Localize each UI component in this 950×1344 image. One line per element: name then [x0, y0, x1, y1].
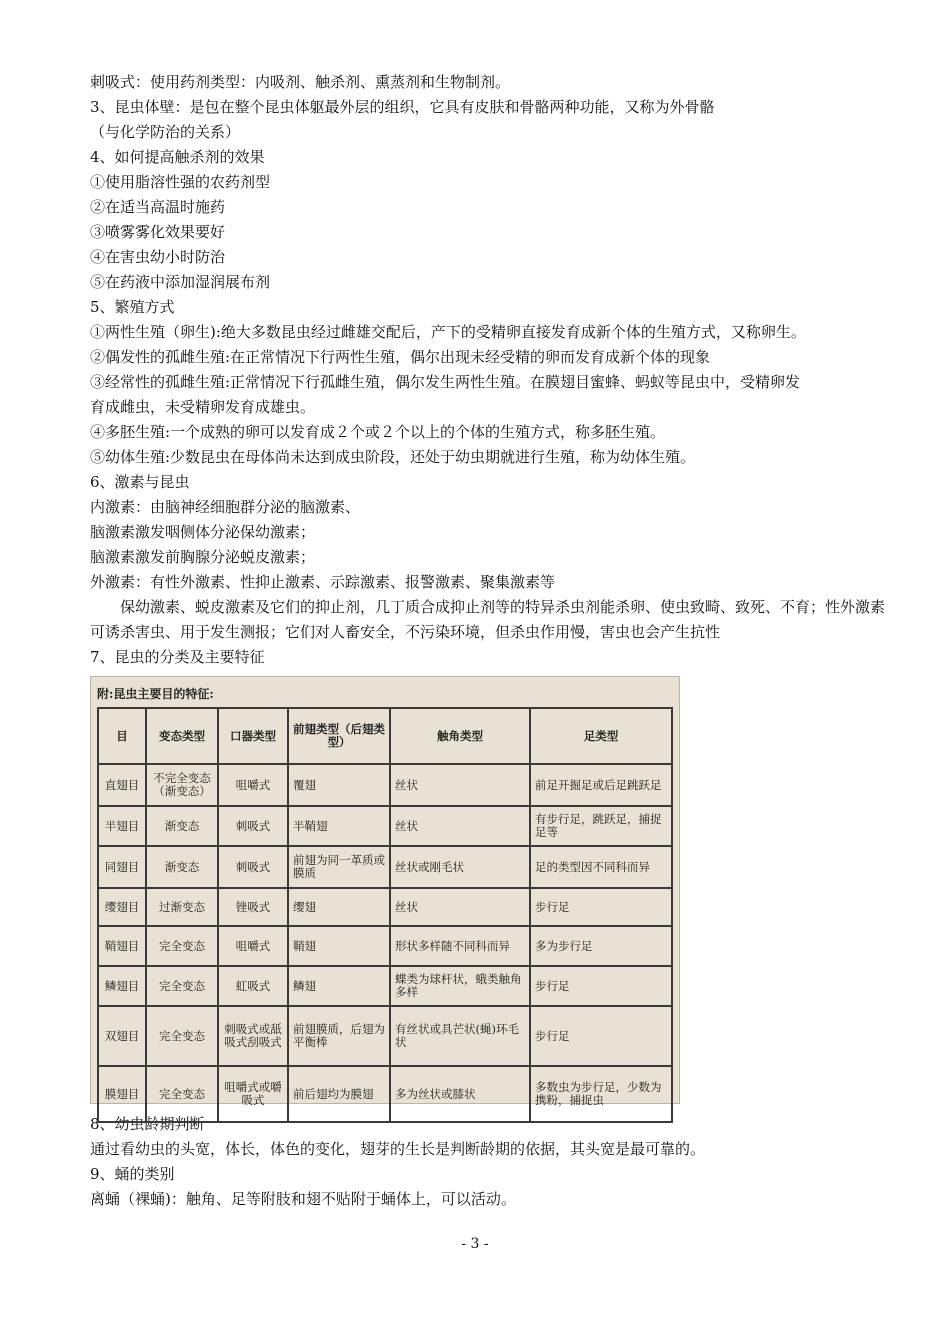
table-cell: 锉吸式: [218, 888, 288, 926]
list-item: ④多胚生殖:一个成熟的卵可以发育成２个或２个以上的个体的生殖方式，称多胚生殖。: [90, 423, 666, 441]
table-cell: 渐变态: [146, 846, 218, 888]
table-cell: 丝状: [390, 764, 530, 806]
header-cell: 变态类型: [146, 708, 218, 764]
table-cell: 前后翅均为膜翅: [288, 1066, 390, 1122]
text-line: 3、昆虫体壁：是包在整个昆虫体躯最外层的组织，它具有皮肤和骨骼两种功能，又称为外骨骼: [90, 98, 715, 116]
table-cell: 刺吸式或舐吸式刮吸式: [218, 1006, 288, 1066]
page-number: - 3 -: [461, 1236, 489, 1252]
list-item: ③经常性的孤雌生殖:正常情况下行孤雌生殖，偶尔发生两性生殖。在膜翅目蜜蜂、蚂蚁等昆虫中，受精卵发: [90, 373, 801, 391]
text-line: （与化学防治的关系）: [90, 123, 241, 141]
table-row: [98, 888, 672, 926]
list-item: ⑤幼体生殖:少数昆虫在母体尚未达到成虫阶段，还处于幼虫期就进行生殖，称为幼体生殖。: [90, 448, 696, 466]
table-cell: 有丝状或具芒状(蝇)环毛状: [390, 1006, 530, 1066]
table-caption: 附:昆虫主要目的特征:: [97, 687, 214, 701]
text-line: 通过看幼虫的头宽，体长，体色的变化，翅芽的生长是判断龄期的依据，其头宽是最可靠的。: [90, 1140, 706, 1158]
table-cell: 多数虫为步行足，少数为携粉，捕捉虫: [530, 1066, 672, 1122]
table-cell: 丝状或刚毛状: [390, 846, 530, 888]
header-cell: 目: [98, 708, 146, 764]
table-cell: 同翅目: [98, 846, 146, 888]
section-heading: 6、激素与昆虫: [90, 473, 190, 491]
list-item: ③喷雾雾化效果要好: [90, 223, 226, 241]
table-cell: 形状多样随不同科而异: [390, 926, 530, 966]
list-item: ②偶发性的孤雌生殖:在正常情况下行两性生殖，偶尔出现未经受精的卵而发育成新个体的现象: [90, 348, 711, 366]
header-cell: 触角类型: [390, 708, 530, 764]
table-cell: 咀嚼式或嚼吸式: [218, 1066, 288, 1122]
section-heading: 8、幼虫龄期判断: [90, 1115, 205, 1133]
insect-orders-table: [97, 707, 673, 1123]
section-heading: 4、如何提高触杀剂的效果: [90, 148, 265, 166]
list-item-continued: 育成雌虫，未受精卵发育成雄虫。: [90, 398, 316, 416]
table-row: [98, 926, 672, 966]
table-row: [98, 764, 672, 806]
table-cell: 完全变态: [146, 1006, 218, 1066]
text-line: 内激素：由脑神经细胞群分泌的脑激素、: [90, 498, 361, 516]
text-line: 刺吸式：使用药剂类型：内吸剂、触杀剂、熏蒸剂和生物制剂。: [90, 73, 511, 91]
table-cell: 多为步行足: [530, 926, 672, 966]
table-cell: 前足开掘足或后足跳跃足: [530, 764, 672, 806]
text-line: 外激素：有性外激素、性抑止激素、示踪激素、报警激素、聚集激素等: [90, 573, 556, 591]
table-row: [98, 1006, 672, 1066]
table-cell: 刺吸式: [218, 806, 288, 846]
table-cell: 步行足: [530, 1006, 672, 1066]
section-heading: 7、昆虫的分类及主要特征: [90, 648, 265, 666]
table-cell: 完全变态: [146, 966, 218, 1006]
header-cell: 足类型: [530, 708, 672, 764]
table-cell: 多为丝状或膝状: [390, 1066, 530, 1122]
table-cell: 前翅膜质，后翅为平衡棒: [288, 1006, 390, 1066]
table-cell: 咀嚼式: [218, 764, 288, 806]
table-cell: 膜翅目: [98, 1066, 146, 1122]
table-cell: 不完全变态（渐变态）: [146, 764, 218, 806]
table-cell: 鳞翅: [288, 966, 390, 1006]
table-cell: 鞘翅: [288, 926, 390, 966]
indented-paragraph: 保幼激素、蜕皮激素及它们的抑止剂，几丁质合成抑止剂等的特异杀虫剂能杀卵、使虫致畸、致死、不育；性外激素可诱杀害虫、用于发生测报；它们对人畜安全，不污染环境，但杀虫作用慢，害虫也会产生抗性: [90, 598, 886, 641]
table-cell: 蝶类为球杆状，蛾类触角多样: [390, 966, 530, 1006]
table-row: [98, 966, 672, 1006]
table-cell: 咀嚼式: [218, 926, 288, 966]
table-cell: 步行足: [530, 966, 672, 1006]
table-cell: 丝状: [390, 888, 530, 926]
table-cell: 半鞘翅: [288, 806, 390, 846]
table-row: [98, 846, 672, 888]
list-item: ①两性生殖（卵生):绝大多数昆虫经过雌雄交配后，产下的受精卵直接发育成新个体的生殖方式，又称卵生。: [90, 323, 806, 341]
table-cell: 有步行足，跳跃足，捕捉足等: [530, 806, 672, 846]
text-line: 脑激素激发前胸腺分泌蜕皮激素；: [90, 548, 316, 566]
table-cell: 覆翅: [288, 764, 390, 806]
table-cell: 缨翅目: [98, 888, 146, 926]
list-item: ⑤在药液中添加湿润展布剂: [90, 273, 271, 291]
table-cell: 半翅目: [98, 806, 146, 846]
list-item: ②在适当高温时施药: [90, 198, 226, 216]
table-cell: 双翅目: [98, 1006, 146, 1066]
table-cell: 鳞翅目: [98, 966, 146, 1006]
section-heading: 5、繁殖方式: [90, 298, 175, 316]
table-cell: 足的类型因不同科而异: [530, 846, 672, 888]
table-header-row: [98, 708, 672, 764]
list-item: ④在害虫幼小时防治: [90, 248, 226, 266]
text-line: 离蛹（裸蛹)：触角、足等附肢和翅不贴附于蛹体上，可以活动。: [90, 1190, 516, 1208]
table-cell: 前翅为同一革质或膜质: [288, 846, 390, 888]
table-cell: 过渐变态: [146, 888, 218, 926]
table-cell: 刺吸式: [218, 846, 288, 888]
table-cell: 直翅目: [98, 764, 146, 806]
text-block-bottom: [90, 1112, 890, 1212]
table-row: [98, 1066, 672, 1122]
table-cell: 丝状: [390, 806, 530, 846]
table-cell: 完全变态: [146, 926, 218, 966]
text-block-top: [90, 70, 890, 595]
document-page: [90, 70, 890, 1212]
table-cell: 缨翅: [288, 888, 390, 926]
list-item: ①使用脂溶性强的农药剂型: [90, 173, 271, 191]
section-heading: 9、蛹的类别: [90, 1165, 175, 1183]
table-cell: 完全变态: [146, 1066, 218, 1122]
table-body: [98, 764, 672, 1122]
table-cell: 渐变态: [146, 806, 218, 846]
table-cell: 鞘翅目: [98, 926, 146, 966]
header-cell: 前翅类型（后翅类型）: [288, 708, 390, 764]
text-line: 脑激素激发咽侧体分泌保幼激素；: [90, 523, 316, 541]
header-cell: 口器类型: [218, 708, 288, 764]
table-row: [98, 806, 672, 846]
table-cell: 虹吸式: [218, 966, 288, 1006]
scanned-table-image: [90, 676, 680, 1107]
table-cell: 步行足: [530, 888, 672, 926]
